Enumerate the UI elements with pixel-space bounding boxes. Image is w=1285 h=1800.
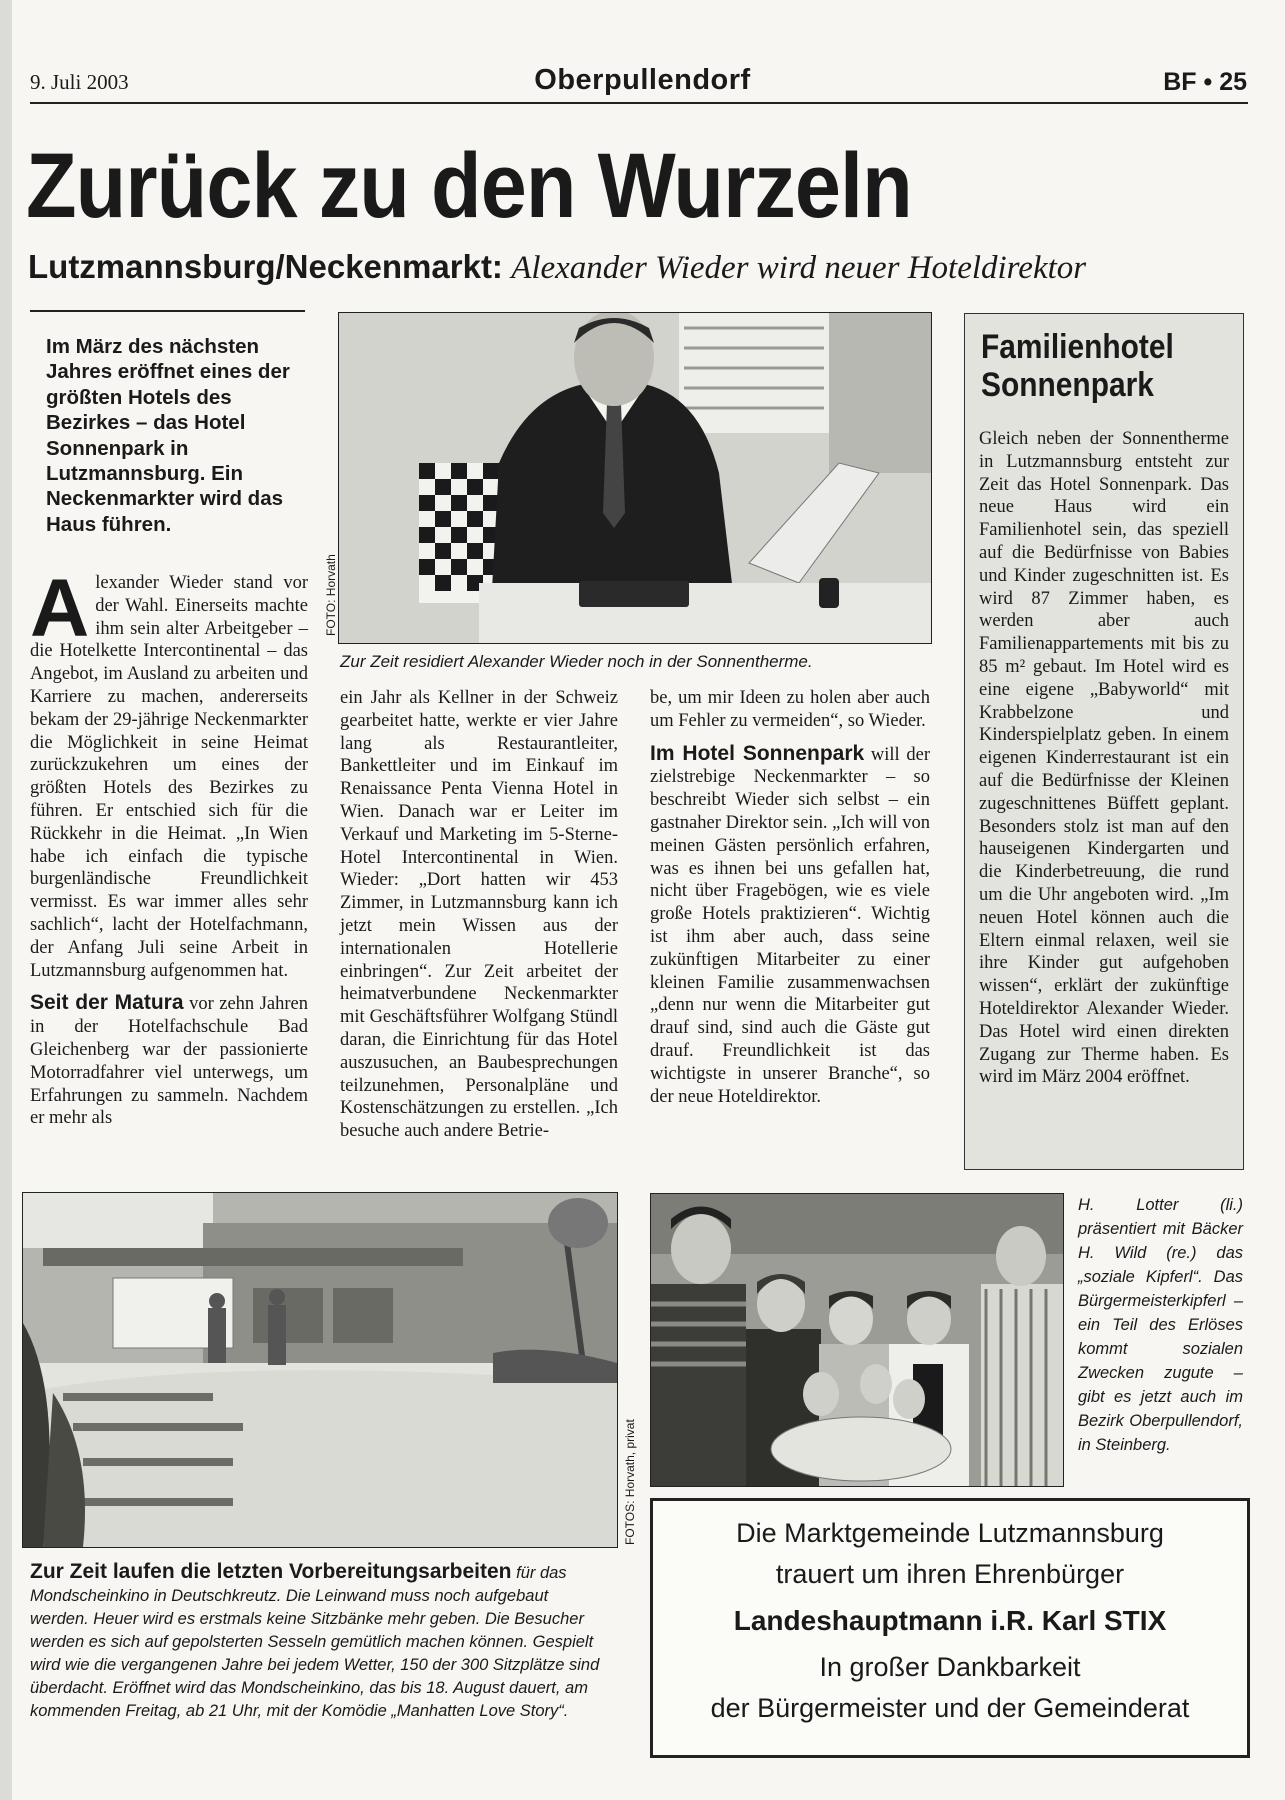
obituary-notice	[650, 1498, 1250, 1758]
sidebar-body: Gleich neben der Sonnentherme in Lutzmannsburg entsteht zur Zeit das Hotel Sonnenpark. Das neue Haus wird ein Familienhotel sein, das speziell auf die Bedürfnisse von Babies und Kinder zugeschnitten ist. Es wird 87 Zimmer haben, es werden aber auch Familienappartements mit bis zu 85 m² gebaut. Im Hotel wird es eine eigene „Babyworld“ mit Krabbelzone und Kinderspielplatz geben. In einem eigenen Kinderrestaurant ist ein auf die Bedürfnisse der Kleinen zugeschnittenes Büffett geplant. Besonders stolz ist man auf den hauseigenen Kindergarten und die Kinderbetreuung, die rund um die Uhr angeboten wird. „Im neuen Hotel können auch die Eltern einmal relaxen, weil sie ihre Kinder gut aufgehoben wissen“, erklärt der zukünftige Hoteldirektor Alexander Wieder. Das Hotel wird einen direkten Zugang zur Therme haben. Es wird im März 2004 eröffnet.	[979, 429, 1229, 1088]
main-photo-caption: Zur Zeit residiert Alexander Wieder noch in der Sonnentherme.	[340, 652, 813, 671]
cinema-photo-image	[23, 1193, 617, 1547]
cinema-caption-lead: Zur Zeit laufen die letzten Vorbereitungsarbeiten	[30, 1560, 512, 1583]
sidebar-title-line-1: Familienhotel	[981, 328, 1174, 366]
subhead-kicker: Lutzmannsburg/Neckenmarkt:	[28, 248, 503, 285]
kipferl-basket	[771, 1417, 951, 1481]
intro-rule	[30, 310, 305, 312]
sidebar-title	[981, 328, 1174, 404]
col3-subhead: Im Hotel Sonnenpark	[650, 741, 865, 765]
headline: Zurück zu den Wurzeln	[26, 135, 912, 237]
article-column-3	[650, 687, 930, 1108]
notice-line-3: In großer Dankbarkeit	[819, 1652, 1081, 1682]
col1-paragraph-1: lexander Wieder stand vor der Wahl. Einerseits machte ihm sein alter Arbeitgeber – die Hotelkette Intercontinental – das Angebot, im Ausland zu arbeiten und Karriere zu machen, andererseits bekam der 29-jährige Neckenmarkter die Möglichkeit in seine Heimat zurückzukehren um eines der größten Hotels des Bezirkes zu führen. Er entschied sich für die Rückkehr in die Heimat. „In Wien habe ich einfach die typische burgenländische Freundlichkeit vermisst. Es war immer alles sehr sachlich“, lacht der Hotelfachmann, der Anfang Juli seine Arbeit in Lutzmannsburg aufgenommen hat.	[30, 573, 308, 981]
cinema-photo	[22, 1192, 618, 1548]
group-photo-caption: H. Lotter (li.) präsentiert mit Bäcker H. Wild (re.) das „soziale Kipferl“. Das Bürgermeisterkipferl – ein Teil des Erlöses kommt sozialen Zwecken zugute – gibt es jetzt auch im Bezirk Oberpullendorf, in Steinberg.	[1078, 1196, 1243, 1454]
bottom-photos-credit: FOTOS: Horvath, privat	[623, 1419, 637, 1545]
sidebar-title-line-2: Sonnenpark	[981, 366, 1154, 405]
main-photo	[338, 312, 932, 644]
cinema-caption-text: für das Mondscheinkino in Deutschkreutz. Die Leinwand muss noch aufgebaut werden. Heuer wird es erstmals keine Sitzbänke mehr geben. Die Besucher werden es sich auf gepolsterten Sesseln gemütlich machen können. Gespielt wird wie die vergangenen Jahre bei jedem Wetter, 150 der 300 Sitzplätze sind überdacht. Eröffnet wird das Mondscheinkino, das bis 18. August dauert, am kommenden Freitag, ab 21 Uhr, mit der Komödie „Manhatten Love Story“.	[30, 1564, 600, 1720]
notice-honoree-name: Landeshauptmann i.R. Karl STIX	[733, 1605, 1167, 1636]
sidebar-box	[964, 313, 1244, 1170]
page-edge	[0, 0, 12, 1800]
main-photo-credit: FOTO: Horvath	[324, 554, 338, 636]
page-number: BF • 25	[1163, 68, 1247, 96]
section-title: Oberpullendorf	[534, 64, 751, 96]
notice-line-2: trauert um ihren Ehrenbürger	[775, 1559, 1125, 1589]
checkered-chair-back	[419, 463, 499, 603]
header-rule	[30, 102, 1248, 104]
notice-line-1: Die Marktgemeinde Lutzmannsburg	[736, 1518, 1164, 1548]
issue-date: 9. Juli 2003	[30, 70, 129, 94]
main-photo-image	[339, 313, 931, 643]
col3-paragraph-2: will der zielstrebige Neckenmarkter – so beschreibt Wieder sich selbst – ein gastnaher Direktor sein. „Ich will von meinen Gästen persönlich erfahren, was es ihnen bei uns gefallen hat, nicht über Fragebögen, wie es viele große Hotels praktizieren“. Wichtig ist ihm aber auch, dass seine zukünftigen Mitarbeiter zu einer kleinen Familie zusammenwachsen „denn nur wenn die Mitarbeiter gut drauf sind, sind auch die Gäste gut drauf. Freundlichkeit ist das wichtigste in unserer Branche“, so der neue Hoteldirektor.	[650, 744, 930, 1107]
col3-paragraph-1: be, um mir Ideen zu holen aber auch um Fehler zu vermeiden“, so Wieder.	[650, 688, 930, 731]
article-column-2	[340, 687, 618, 1143]
subhead-deck: Alexander Wieder wird neuer Hoteldirektor	[511, 250, 1087, 286]
col2-paragraph: ein Jahr als Kellner in der Schweiz gearbeitet hatte, werkte er vier Jahre lang als Restaurantleiter, Bankettleiter und im Einkauf im Renaissance Penta Vienna Hotel in Wien. Danach war er Leiter im Verkauf und Marketing im 5-Sterne-Hotel Intercontinental in Wien. Wieder: „Dort hatten wir 453 Zimmer, in Lutzmannsburg kann ich jetzt mein Wissen aus der internationalen Hotellerie einbringen“. Zur Zeit arbeitet der heimatverbundene Neckenmarkter mit Geschäftsführer Wolfgang Stündl daran, die Einrichtung für das Hotel auszusuchen, an Baubesprechungen teilzunehmen, Personalpläne und Kostenschätzungen zu erstellen. „Ich besuche auch andere Betrie-	[340, 688, 618, 1142]
col1-subhead: Seit der Matura	[30, 991, 184, 1015]
drop-cap: A	[30, 563, 90, 654]
group-photo	[650, 1193, 1064, 1487]
group-photo-image	[651, 1194, 1063, 1486]
notice-line-4: der Bürgermeister und der Gemeinderat	[710, 1693, 1190, 1723]
article-column-1	[30, 563, 308, 1130]
cinema-photo-caption	[30, 1560, 610, 1723]
col1-paragraph-2: vor zehn Jahren in der Hotelfachschule Bad Gleichenberg war der passionierte Motorradfahrer viel unterwegs, um Erfahrungen zu sammeln. Nachdem er mehr als	[30, 994, 308, 1129]
subheadline	[28, 248, 1086, 287]
article-intro: Im März des nächsten Jahres eröffnet eines der größten Hotels des Bezirkes – das Hotel Sonnenpark in Lutzmannsburg. Ein Neckenmarkter wird das Haus führen.	[46, 335, 290, 536]
